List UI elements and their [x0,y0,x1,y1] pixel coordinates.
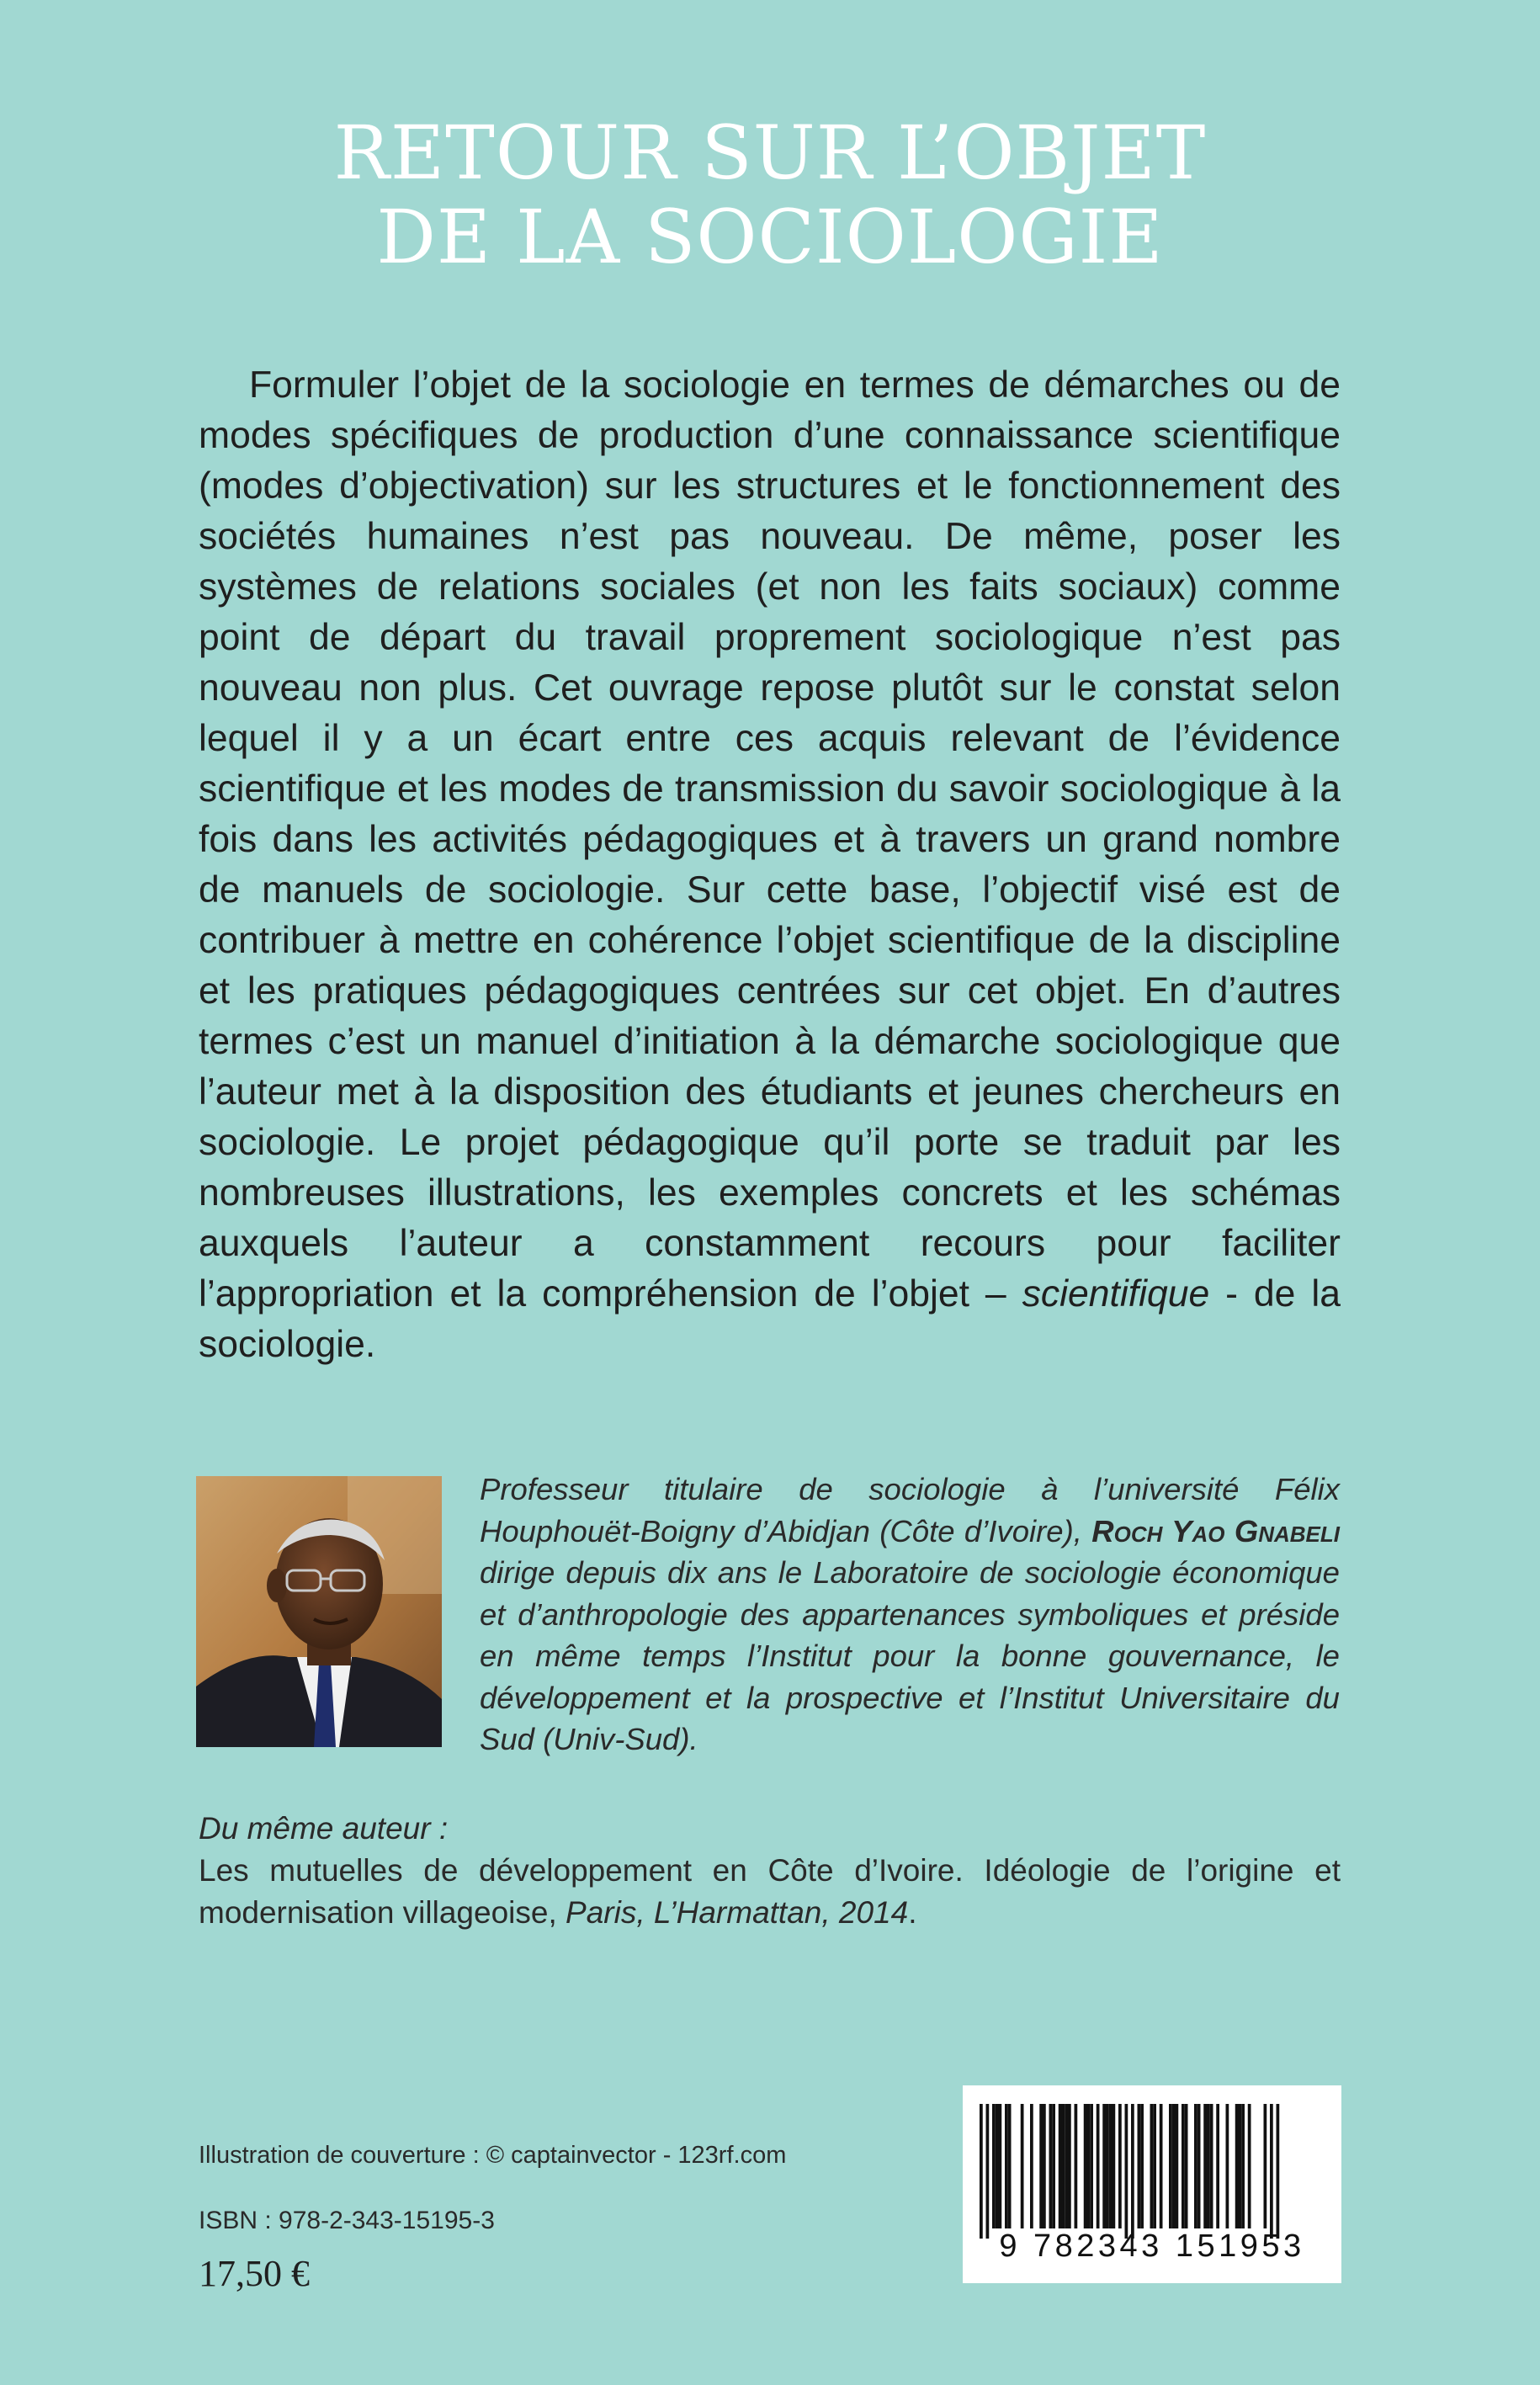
barcode-bar [1207,2104,1210,2228]
bio-rest: dirige depuis dix ans le Laboratoire de sociologie économique et d’anthropologie des appartenances symboliques et préside en même temps l’Institut pour la bonne gouvernance, le développement et la prospective et l’Institut Universitaire du Sud (Univ-Sud). [480,1555,1340,1756]
barcode-bar [1270,2104,1273,2239]
also-by-section [199,1808,1341,1934]
price: 17,50 € [199,2253,310,2294]
barcode-bar [1049,2104,1053,2228]
barcode-bar [1226,2104,1229,2228]
barcode-bar [1138,2104,1141,2228]
barcode-bar [1210,2104,1213,2228]
also-by-publication: Paris, L’Harmattan, 2014 [566,1895,909,1930]
barcode-bar [1131,2104,1134,2239]
summary-emphasis: scientifique [1022,1273,1210,1315]
barcode-bar [1150,2104,1154,2228]
barcode-bar [1052,2104,1055,2228]
author-bio [480,1469,1340,1761]
barcode-bar [992,2104,996,2228]
author-photo [196,1476,442,1747]
barcode-bar [1153,2104,1156,2228]
barcode-bar [1008,2104,1012,2228]
barcode-bar [1106,2104,1109,2228]
barcode-bar [1264,2104,1267,2228]
barcode [963,2085,1341,2283]
barcode-bar [1065,2104,1068,2228]
barcode-bar [1140,2104,1144,2228]
barcode-bar [1059,2104,1062,2228]
barcode-bar [1185,2104,1188,2228]
summary-part-1: Formuler l’objet de la sociologie en termes de démarches ou de modes spécifiques de production d’une connaissance scientifique (modes d’objectivation) sur les structures et le fonctionnement des sociétés humaines n’est pas nouveau. De même, poser les systèmes de relations sociales (et non les faits sociaux) comme point de départ du travail proprement sociologique n’est pas nouveau non plus. Cet ouvrage repose plutôt sur le constat selon lequel il y a un écart entre ces acquis relevant de l’évidence scientifique et les modes de transmission du savoir sociologique à la fois dans les activités pédagogiques et à travers un grand nombre de manuels de sociologie. Sur cette base, l’objectif visé est de contribuer à mettre en cohérence l’objet scientifique de la discipline et les pratiques pédagogiques centrées sur cet objet. En d’autres termes c’est un manuel d’initiation à la démarche sociologique que l’auteur met à la disposition des étudiants et jeunes chercheurs en sociologie. Le projet pédagogique qu’il porte se traduit par les nombreuses illustrations, les exemples concrets et les schémas auxquels l’auteur a constamment recours pour faciliter l’appropriation et la compréhension de l’objet – [199,364,1341,1315]
barcode-bar [1182,2104,1185,2228]
barcode-bar [1039,2104,1043,2228]
barcode-bar [1043,2104,1046,2228]
barcode-bar [1235,2104,1239,2228]
barcode-bar [1021,2104,1024,2228]
illustration-credit: Illustration de couverture : © captainvector - 123rf.com [199,2142,787,2169]
barcode-digits: 9 782343 151953 [999,2228,1305,2264]
barcode-bar [1113,2104,1116,2228]
barcode-bar [1075,2104,1078,2228]
barcode-bar [1090,2104,1093,2228]
summary-part-2: - de la sociologie. [199,1273,1341,1365]
barcode-bar [1030,2104,1033,2228]
barcode-bar [1216,2104,1219,2228]
barcode-bar [986,2104,990,2239]
barcode-bar [1176,2104,1179,2228]
barcode-bar [1197,2104,1201,2228]
also-by-label: Du même auteur : [199,1811,449,1846]
barcode-bar [1102,2104,1106,2228]
summary-text [199,360,1341,1370]
barcode-bar [1169,2104,1172,2228]
barcode-bar [1172,2104,1176,2228]
barcode-bar [1084,2104,1087,2228]
barcode-bar [1203,2104,1207,2228]
barcode-bar [1062,2104,1065,2228]
also-by-book-title: Les mutuelles de développement en Côte d’Ivoire. Idéologie de l’origine et modernisation villageoise, [199,1853,1341,1930]
barcode-bar [1241,2104,1245,2228]
isbn: ISBN : 978-2-343-15195-3 [199,2207,495,2234]
barcode-bar [996,2104,999,2228]
barcode-bar [1160,2104,1163,2228]
barcode-bar [980,2104,983,2239]
barcode-bar [1277,2104,1280,2239]
also-by-book [199,1850,1341,1934]
barcode-bar [1087,2104,1091,2228]
barcode-bar [1125,2104,1128,2239]
barcode-bar [1118,2104,1122,2228]
barcode-bar [1005,2104,1008,2228]
barcode-bar [1194,2104,1197,2228]
barcode-bar [1097,2104,1100,2228]
barcode-bar [1109,2104,1113,2228]
bio-intro: Professeur titulaire de sociologie à l’université Félix Houphouët-Boigny d’Abidjan (Côte d’Ivoire), [480,1472,1340,1548]
author-name: Roch Yao Gnabeli [1091,1513,1340,1548]
title-line-2: DE LA SOCIOLOGIE [376,194,1164,280]
barcode-bar [1068,2104,1071,2228]
also-by-end: . [908,1895,917,1930]
title-line-1: RETOUR SUR L’OBJET [333,109,1207,196]
book-title [0,111,1540,279]
barcode-bar [1239,2104,1242,2228]
barcode-bar [999,2104,1002,2228]
barcode-bar [1248,2104,1251,2228]
